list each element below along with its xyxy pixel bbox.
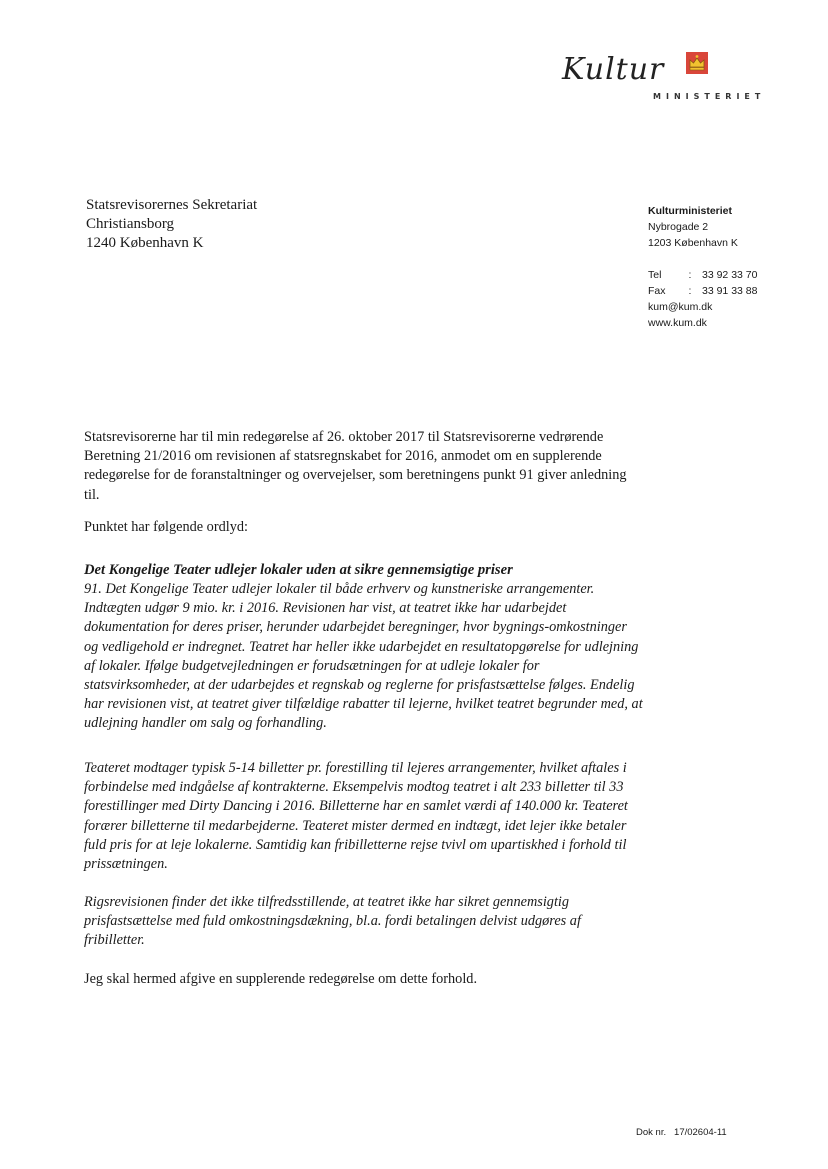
logo-script-text: Kultur <box>562 52 665 87</box>
lead-sentence: Punktet har følgende ordlyd: <box>84 519 248 535</box>
doc-number-label: Dok nr. <box>636 1127 667 1138</box>
sender-name: Kulturministeriet <box>648 205 733 217</box>
tel-value: 33 92 33 70 <box>702 269 758 281</box>
recipient-building: Christiansborg <box>86 216 175 232</box>
quote-paragraph-1: 91. Det Kongelige Teater udlejer lokaler til både erhverv og kunstneriske arrangementer. Indtægten udgør 9 mio. kr. i 2016. Revisionen har vist, at teatret ikke har udarbejdet dokumentation for deres priser, herunder udarbejdet beregninger, hvor bygnings-omkostninger og vedligehold er indregnet. Teatret har heller ikke udarbejdet en resultatopgørelse for udlejning af lokaler. Ifølge budgetvejledningen er forudsætningen for at udleje lokaler for statsvirksomheder, at der udarbejdes et regnskab og reglerne for prisfastsættelse følges. Endelig har revisionen vist, at teatret giver tilfældige rabatter til lejerne, hvilket teatret begrunder med, at udlejning handler om salg og forhandling. <box>84 581 643 732</box>
doc-number-value: 17/02604-11 <box>674 1127 727 1138</box>
sender-block <box>648 203 757 331</box>
fax-value: 33 91 33 88 <box>702 285 758 297</box>
tel-label: Tel <box>648 269 662 281</box>
sender-city: 1203 København K <box>648 237 738 249</box>
ministry-logo <box>560 52 785 110</box>
sender-web: www.kum.dk <box>648 317 707 329</box>
recipient-address <box>86 196 257 253</box>
document-number <box>636 1127 727 1138</box>
sender-tel: Tel : 33 92 33 70 <box>648 269 758 281</box>
closing-sentence: Jeg skal hermed afgive en supplerende redegørelse om dette forhold. <box>84 971 478 987</box>
sender-fax: Fax : 33 91 33 88 <box>648 285 758 297</box>
sender-street: Nybrogade 2 <box>648 221 709 233</box>
recipient-city: 1240 København K <box>86 235 204 251</box>
quote-paragraph-2: Teateret modtager typisk 5-14 billetter pr. forestilling til lejeres arrangementer, hvilket aftales i forbindelse med indgåelse af kontrakterne. Eksempelvis modtog teatret i alt 233 billetter til 33 forestillinger med Dirty Dancing i 2016. Billetterne har en samlet værdi af 140.000 kr. Teateret forærer billetterne til medarbejderne. Teateret mister dermed en indtægt, idet lejer ikke betaler fuld pris for at leje lokalerne. Samtidig kan fribilletterne rejse tvivl om upartiskhed i forhold til prissætningen. <box>84 760 628 873</box>
logo-subtitle: MINISTERIET <box>653 92 766 101</box>
intro-paragraph: Statsrevisorerne har til min redegørelse af 26. oktober 2017 til Statsrevisorerne vedrørende Beretning 21/2016 om revisionen af statsregnskabet for 2016, anmodet om en supplerende redegørelse for de foranstaltninger og overvejelser, som beretningens punkt 91 giver anledning til. <box>84 429 627 503</box>
sender-email: kum@kum.dk <box>648 301 713 313</box>
quote-heading: Det Kongelige Teater udlejer lokaler uden at sikre gennemsigtige priser <box>84 562 513 578</box>
recipient-name: Statsrevisorernes Sekretariat <box>86 197 258 213</box>
crown-icon <box>686 52 708 74</box>
fax-label: Fax <box>648 285 666 297</box>
quote-paragraph-3: Rigsrevisionen finder det ikke tilfredsstillende, at teatret ikke har sikret gennemsigtig prisfastsættelse med fuld omkostningsdækning, bl.a. fordi betalingen delvist udgøres af fribilletter. <box>84 894 581 949</box>
